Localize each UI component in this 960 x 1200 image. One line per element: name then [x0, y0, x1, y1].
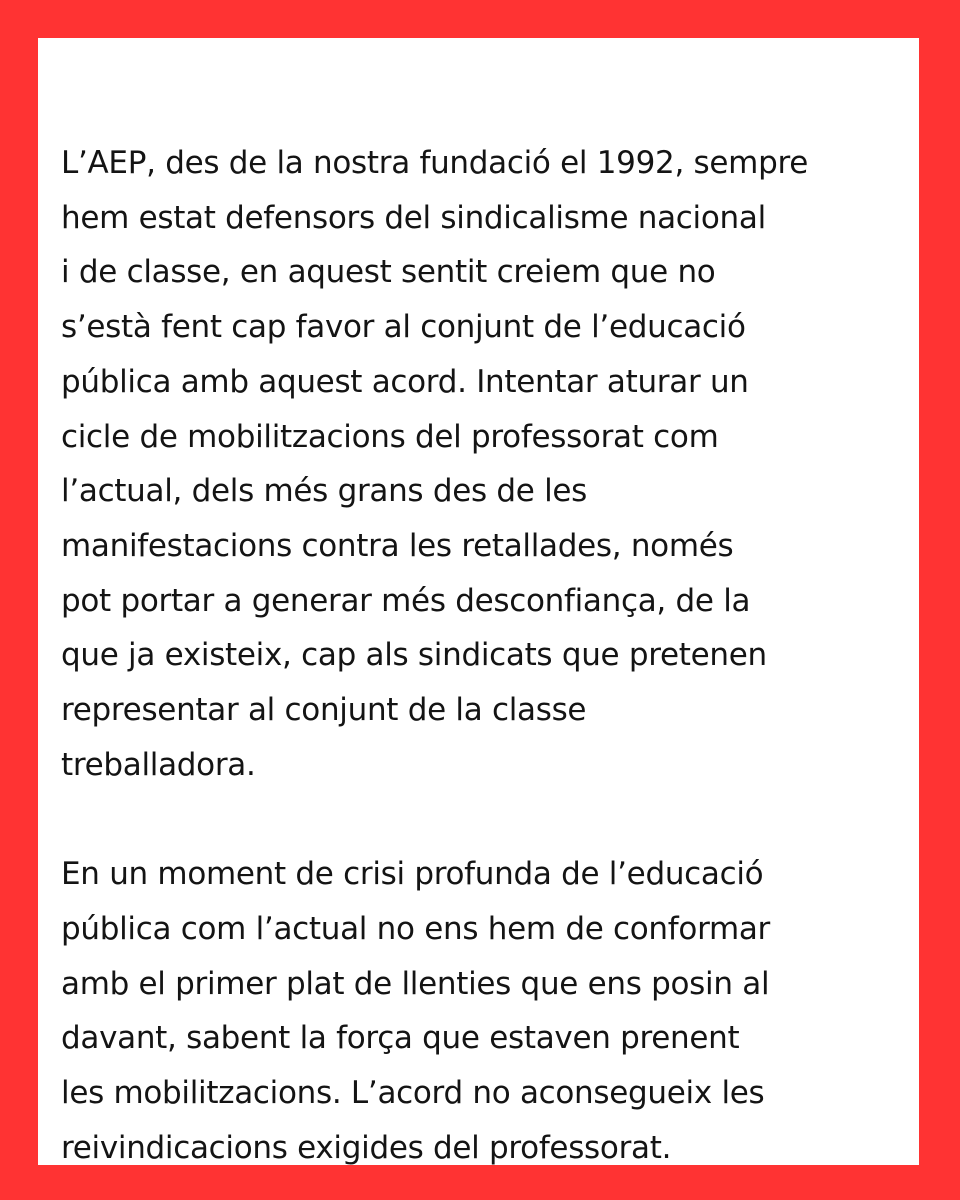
text-line: pública com l’actual no ens hem de conformar — [61, 910, 771, 947]
paragraph-1 — [61, 136, 911, 792]
text-line: pot portar a generar més desconfiança, de la — [61, 582, 751, 619]
paragraph-2 — [61, 847, 911, 1175]
text-line: i de classe, en aquest sentit creiem que no — [61, 254, 716, 291]
text-line: amb el primer plat de llenties que ens posin al — [61, 965, 770, 1002]
text-line: treballadora. — [61, 746, 256, 783]
text-line: reivindicacions exigides del professorat. — [61, 1129, 672, 1166]
text-line: En un moment de crisi profunda de l’educació — [61, 856, 764, 893]
text-line: pública amb aquest acord. Intentar aturar un — [61, 363, 749, 400]
text-line: representar al conjunt de la classe — [61, 692, 587, 729]
text-line: l’actual, dels més grans des de les — [61, 473, 588, 510]
text-line: hem estat defensors del sindicalisme nacional — [61, 199, 766, 236]
text-line: davant, sabent la força que estaven prenent — [61, 1020, 740, 1057]
text-line: les mobilitzacions. L’acord no aconsegueix les — [61, 1074, 765, 1111]
text-line: L’AEP, des de la nostra fundació el 1992, sempre — [61, 145, 808, 181]
text-line: cicle de mobilitzacions del professorat com — [61, 418, 719, 455]
text-line: que ja existeix, cap als sindicats que pretenen — [61, 637, 767, 674]
text-line: manifestacions contra les retallades, només — [61, 527, 734, 564]
statement-text — [61, 136, 911, 1175]
text-card — [38, 38, 919, 1165]
text-line: s’està fent cap favor al conjunt de l’educació — [61, 309, 746, 346]
